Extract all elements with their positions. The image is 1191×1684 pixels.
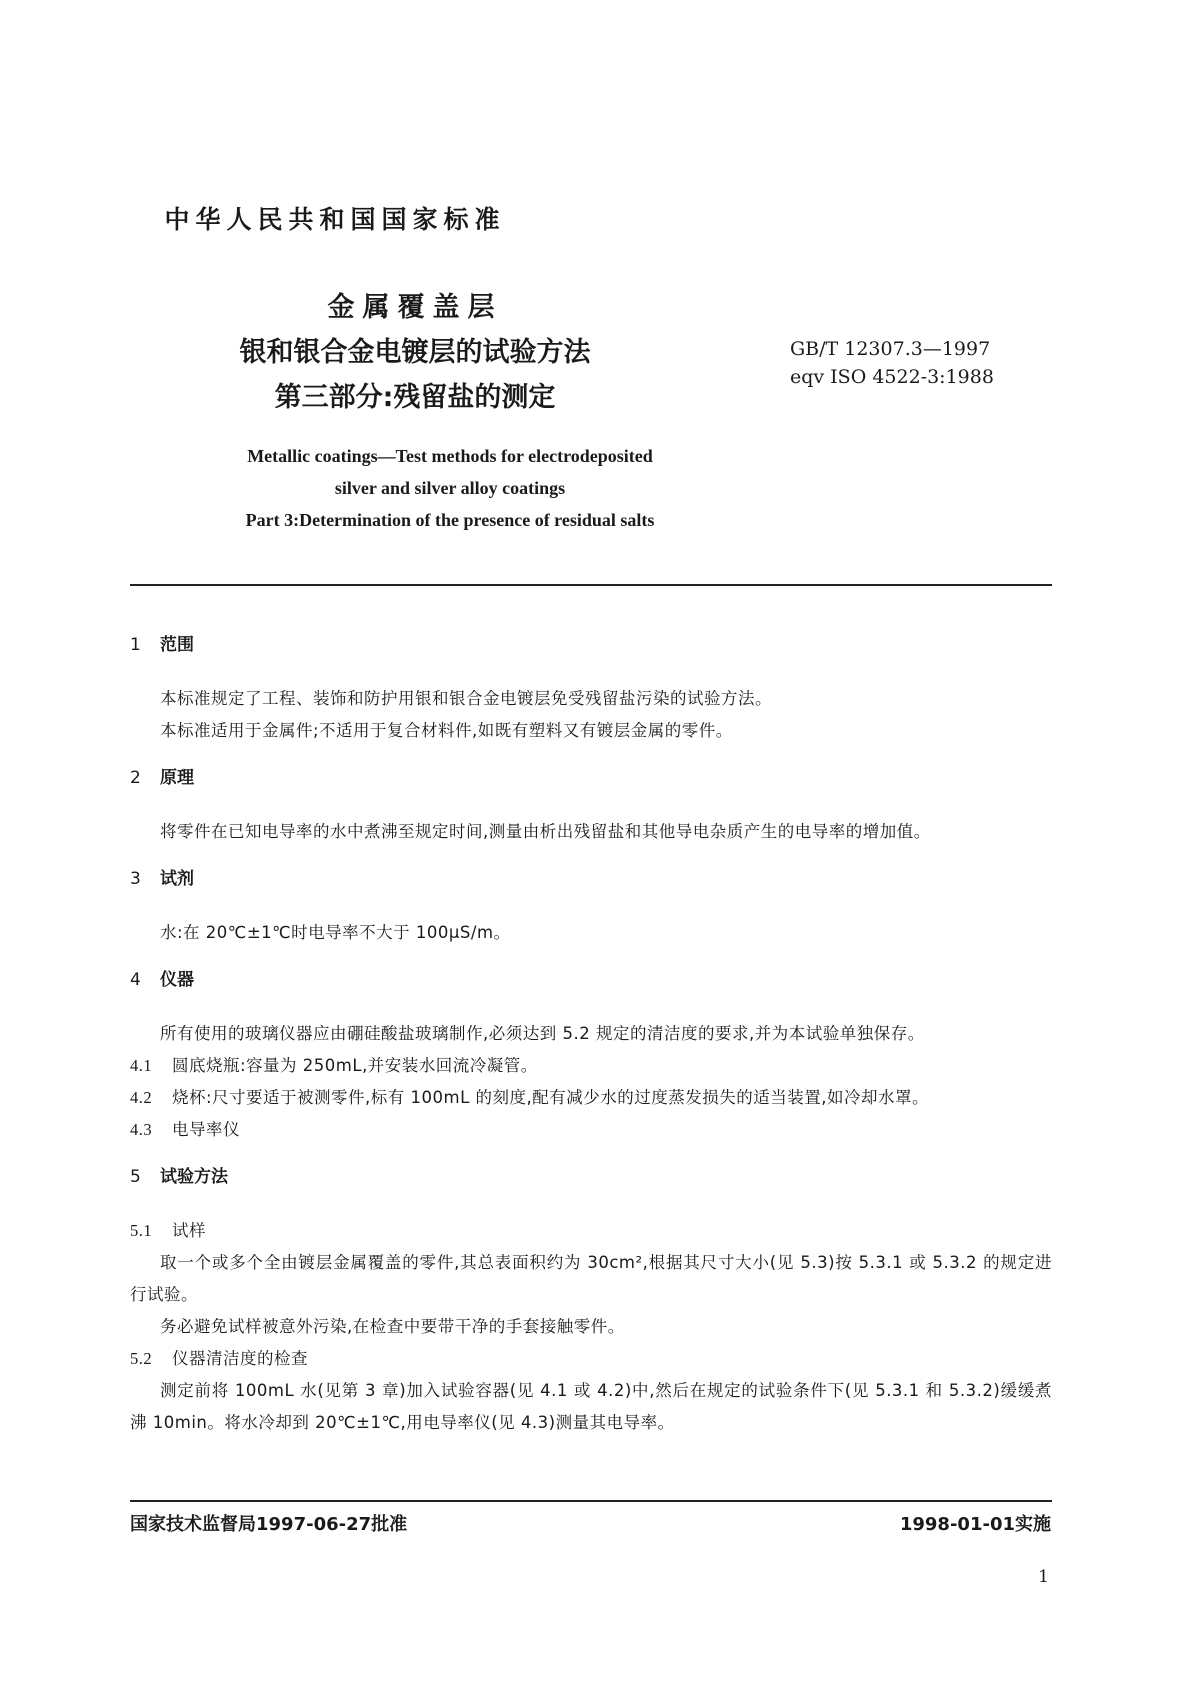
section-heading-reagents: 3 试剂 — [130, 869, 194, 889]
bottom-divider — [130, 1500, 1052, 1502]
english-title-line-2: silver and silver alloy coatings — [334, 478, 566, 498]
clause-4-2: 4.2 烧杯:尺寸要适于被测零件,标有 100mL 的刻度,配有减少水的过度蒸发损失的适当装置,如冷却水罩。 — [130, 1088, 930, 1107]
title-line-3: 第三部分:残留盐的测定 — [274, 382, 556, 413]
document-body — [130, 628, 1052, 1439]
clause-4-3: 4.3 电导率仪 — [130, 1120, 240, 1139]
english-title-line-3: Part 3:Determination of the presence of residual salts — [245, 510, 655, 530]
approval-date: 国家技术监督局1997-06-27批准 — [130, 1514, 408, 1535]
paragraph: 将零件在已知电导率的水中煮沸至规定时间,测量由析出残留盐和其他导电杂质产生的电导率的增加值。 — [160, 822, 931, 841]
standard-number: GB/T 12307.3—1997 — [790, 338, 991, 360]
paragraph: 务必避免试样被意外污染,在检查中要带干净的手套接触零件。 — [160, 1317, 625, 1336]
clause-5-2-heading: 5.2 仪器清洁度的检查 — [130, 1349, 308, 1368]
paragraph: 测定前将 100mL 水(见第 3 章)加入试验容器(见 4.1 或 4.2)中,然后在规定的试验条件下(见 5.3.1 和 5.3.2)缓缓煮沸 10min。将水冷却到 20℃±1℃,用电导率仪(见 4.3)测量其电导率。 — [130, 1381, 1052, 1432]
title-line-2: 银和银合金电镀层的试验方法 — [239, 337, 591, 368]
title-line-1: 金属覆盖层 — [327, 292, 503, 323]
paragraph: 所有使用的玻璃仪器应由硼硅酸盐玻璃制作,必须达到 5.2 规定的清洁度的要求,并为本试验单独保存。 — [160, 1024, 925, 1043]
section-heading-principle: 2 原理 — [130, 768, 194, 788]
english-title — [140, 440, 760, 536]
top-divider — [130, 584, 1052, 586]
national-standard-heading: 中华人民共和国国家标准 — [164, 205, 506, 234]
section-heading-scope: 1 范围 — [130, 635, 194, 655]
equivalent-standard: eqv ISO 4522-3:1988 — [790, 366, 994, 388]
standard-number-block — [790, 335, 994, 391]
implementation-date: 1998-01-01实施 — [899, 1514, 1051, 1535]
paragraph: 本标准规定了工程、装饰和防护用银和银合金电镀层免受残留盐污染的试验方法。 — [160, 689, 772, 708]
clause-5-1-heading: 5.1 试样 — [130, 1221, 206, 1240]
english-title-line-1: Metallic coatings—Test methods for electrodeposited — [247, 446, 653, 466]
page-number: 1 — [1038, 1567, 1049, 1587]
clause-4-1: 4.1 圆底烧瓶:容量为 250mL,并安装水回流冷凝管。 — [130, 1056, 538, 1075]
paragraph: 水:在 20℃±1℃时电导率不大于 100μS/m。 — [160, 923, 511, 942]
paragraph: 本标准适用于金属件;不适用于复合材料件,如既有塑料又有镀层金属的零件。 — [160, 721, 733, 740]
section-heading-test-method: 5 试验方法 — [130, 1167, 228, 1187]
section-heading-apparatus: 4 仪器 — [130, 970, 194, 990]
paragraph: 取一个或多个全由镀层金属覆盖的零件,其总表面积约为 30cm²,根据其尺寸大小(见 5.3)按 5.3.1 或 5.3.2 的规定进行试验。 — [130, 1253, 1052, 1304]
chinese-title — [150, 285, 680, 420]
